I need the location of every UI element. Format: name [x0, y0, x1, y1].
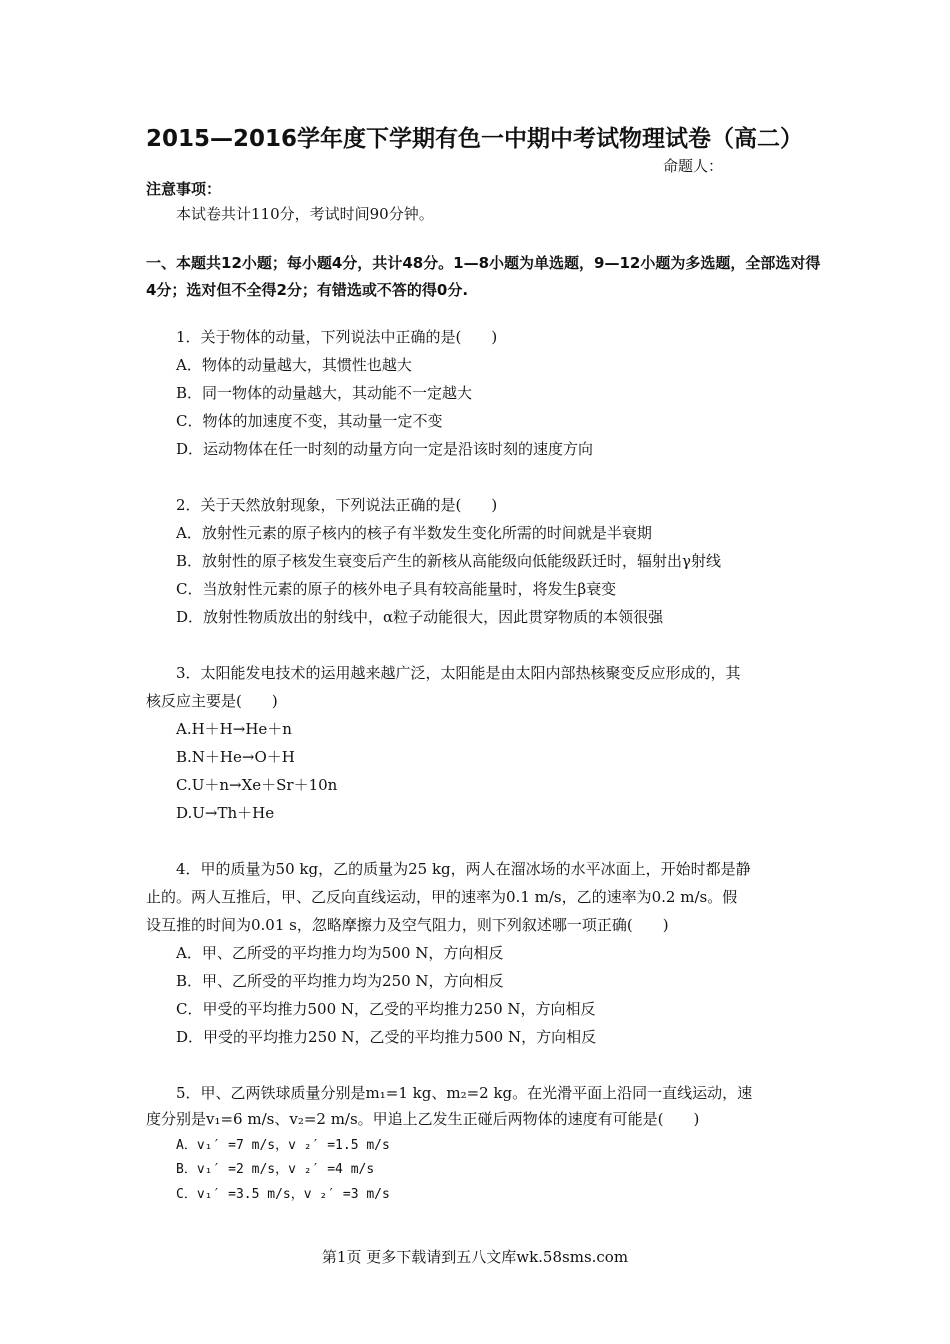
q1-option-a: A．物体的动量越大，其惯性也越大 [176, 356, 412, 374]
author-label: 命题人： [663, 157, 724, 175]
q4-option-a: A．甲、乙所受的平均推力均为500 N，方向相反 [176, 944, 504, 962]
q2-option-d: D．放射性物质放出的射线中，α粒子动能很大，因此贯穿物质的本领很强 [176, 608, 664, 626]
q3-option-a: A.H＋H→He＋n [176, 720, 292, 738]
page-footer: 第1页 更多下载请到五八文库wk.58sms.com [321, 1248, 629, 1266]
q1-option-b: B．同一物体的动量越大，其动能不一定越大 [176, 384, 473, 402]
q4-option-c: C．甲受的平均推力500 N，乙受的平均推力250 N，方向相反 [176, 1000, 596, 1018]
q3-option-b: B.N＋He→O＋H [176, 748, 295, 766]
q5-option-c: C．v₁′ =3.5 m/s，v ₂′ =3 m/s [176, 1187, 390, 1202]
notice-heading: 注意事项： [146, 180, 222, 198]
q5-option-b: B．v₁′ =2 m/s，v ₂′ =4 m/s [176, 1162, 375, 1177]
q4-stem-line1: 4．甲的质量为50 kg，乙的质量为25 kg，两人在溜冰场的水平冰面上，开始时都是静 [176, 860, 751, 878]
q3-stem-line1: 3．太阳能发电技术的运用越来越广泛，太阳能是由太阳内部热核聚变反应形成的，其 [176, 664, 741, 682]
q2-option-b: B．放射性的原子核发生衰变后产生的新核从高能级向低能级跃迁时，辐射出γ射线 [176, 552, 721, 570]
page-title: 2015—2016学年度下学期有色一中期中考试物理试卷（高二） [146, 126, 804, 152]
q4-option-b: B．甲、乙所受的平均推力均为250 N，方向相反 [176, 972, 504, 990]
q2-option-a: A．放射性元素的原子核内的核子有半数发生变化所需的时间就是半衰期 [176, 524, 652, 542]
q4-option-d: D．甲受的平均推力250 N，乙受的平均推力500 N，方向相反 [176, 1028, 597, 1046]
q2-option-c: C．当放射性元素的原子的核外电子具有较高能量时，将发生β衰变 [176, 580, 617, 598]
q3-stem-line2: 核反应主要是( ) [146, 692, 278, 710]
q1-option-c: C．物体的加速度不变，其动量一定不变 [176, 412, 443, 430]
q1-option-d: D．运动物体在任一时刻的动量方向一定是沿该时刻的速度方向 [176, 440, 594, 458]
q5-stem-line1: 5．甲、乙两铁球质量分别是m₁=1 kg、m₂=2 kg。在光滑平面上沿同一直线运动，速 [176, 1084, 753, 1102]
q3-option-c: C.U＋n→Xe＋Sr＋10n [176, 776, 338, 794]
q1-stem: 1．关于物体的动量，下列说法中正确的是( ) [176, 328, 498, 346]
q4-stem-line2: 止的。两人互推后，甲、乙反向直线运动，甲的速率为0.1 m/s，乙的速率为0.2 m/s。假 [146, 888, 738, 906]
q3-option-d: D.U→Th＋He [176, 804, 275, 822]
q2-stem: 2．关于天然放射现象，下列说法正确的是( ) [176, 496, 498, 514]
section-instructions: 一、本题共12小题；每小题4分，共计48分。1—8小题为单选题，9—12小题为多选题，全部选对得4分；选对但不全得2分；有错选或不答的得0分. [146, 254, 821, 299]
notice-text: 本试卷共计110分，考试时间90分钟。 [176, 205, 434, 223]
q5-option-a: A．v₁′ =7 m/s，v ₂′ =1.5 m/s [176, 1138, 390, 1153]
q4-stem-line3: 设互推的时间为0.01 s，忽略摩擦力及空气阻力，则下列叙述哪一项正确( ) [146, 916, 669, 934]
q5-stem-line2: 度分别是v₁=6 m/s、v₂=2 m/s。甲追上乙发生正碰后两物体的速度有可能是( ) [146, 1110, 700, 1128]
